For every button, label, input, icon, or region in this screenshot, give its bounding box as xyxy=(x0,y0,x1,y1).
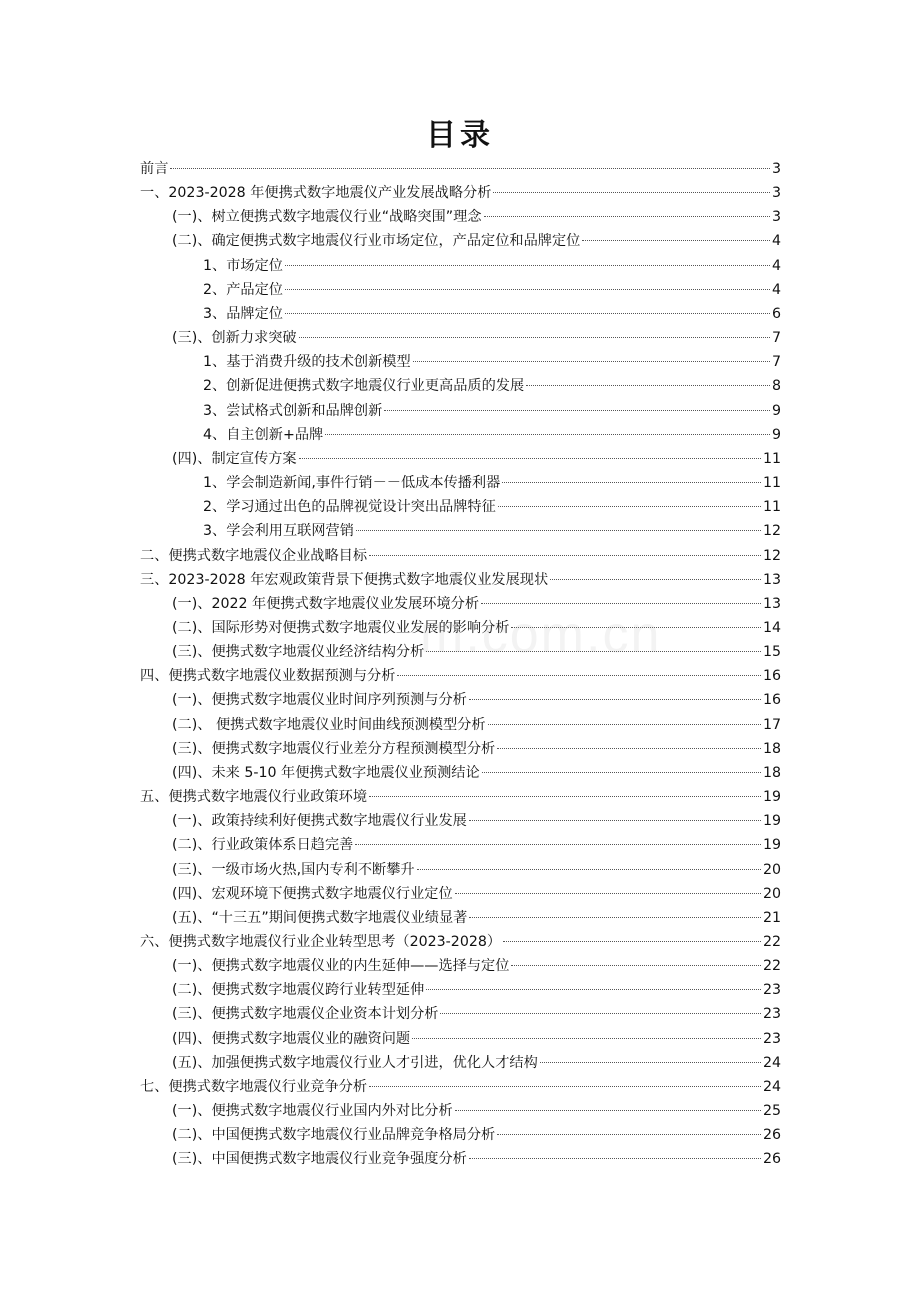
toc-entry-text: (四)、制定宣传方案 xyxy=(172,450,297,467)
toc-page-number: 15 xyxy=(762,644,781,661)
toc-entry[interactable] xyxy=(140,664,781,688)
toc-entry-text: (一)、便携式数字地震仪业时间序列预测与分析 xyxy=(172,692,467,709)
toc-page-number: 12 xyxy=(762,547,781,564)
toc-entry[interactable] xyxy=(140,1123,781,1147)
toc-page-number: 12 xyxy=(762,523,781,540)
toc-dot-leader xyxy=(469,1157,761,1159)
toc-entry-text: (二)、行业政策体系日趋完善 xyxy=(172,837,354,854)
toc-page-number: 18 xyxy=(762,740,781,757)
toc-dot-leader xyxy=(503,940,761,942)
toc-dot-leader xyxy=(540,1061,761,1063)
toc-dot-leader xyxy=(469,819,761,821)
toc-dot-leader xyxy=(299,457,761,459)
toc-dot-leader xyxy=(488,723,761,725)
toc-entry-text: 前言 xyxy=(140,161,169,177)
toc-entry[interactable] xyxy=(140,906,781,930)
toc-page-number: 22 xyxy=(762,934,781,950)
toc-dot-leader xyxy=(455,1109,761,1111)
toc-entry-text: (一)、树立便携式数字地震仪行业“战略突围”理念 xyxy=(172,209,482,226)
toc-entry[interactable] xyxy=(140,471,781,495)
toc-dot-leader xyxy=(493,191,770,193)
toc-entry[interactable] xyxy=(140,978,781,1002)
toc-entry[interactable] xyxy=(140,688,781,712)
toc-page-number: 8 xyxy=(771,378,781,395)
toc-page-number: 23 xyxy=(762,982,781,999)
toc-dot-leader xyxy=(498,505,761,507)
toc-page-number: 13 xyxy=(762,595,781,612)
toc-entry[interactable] xyxy=(140,447,781,471)
toc-entry-text: 2、学习通过出色的品牌视觉设计突出品牌特征 xyxy=(203,499,496,516)
toc-page-number: 23 xyxy=(762,1006,781,1023)
toc-page-number: 4 xyxy=(771,257,781,274)
toc-dot-leader xyxy=(526,384,770,386)
toc-entry-text: (三)、创新力求突破 xyxy=(172,330,297,347)
toc-entry[interactable] xyxy=(140,181,781,205)
toc-page-number: 24 xyxy=(762,1054,781,1071)
toc-dot-leader xyxy=(397,674,761,676)
toc-dot-leader xyxy=(384,409,770,411)
toc-dot-leader xyxy=(482,771,761,773)
watermark: m.com.cn xyxy=(420,606,662,664)
toc-page-number: 13 xyxy=(762,571,781,588)
toc-entry-text: 2、产品定位 xyxy=(203,281,283,298)
toc-page-number: 16 xyxy=(762,668,781,685)
toc-page-number: 4 xyxy=(771,281,781,298)
toc-dot-leader xyxy=(413,360,770,362)
toc-entry[interactable] xyxy=(140,882,781,906)
toc-entry-text: 3、品牌定位 xyxy=(203,305,283,322)
toc-entry-text: 1、基于消费升级的技术创新模型 xyxy=(203,354,411,371)
toc-entry[interactable] xyxy=(140,544,781,568)
toc-page-number: 14 xyxy=(762,619,781,636)
toc-entry[interactable] xyxy=(140,930,781,954)
toc-entry[interactable] xyxy=(140,1099,781,1123)
toc-entry-text: 三、2023-2028 年宏观政策背景下便携式数字地震仪业发展现状 xyxy=(140,571,549,588)
toc-title: 目录 xyxy=(426,118,494,153)
toc-dot-leader xyxy=(369,554,761,556)
toc-page-number: 23 xyxy=(762,1030,781,1047)
toc-entry[interactable] xyxy=(140,229,781,253)
toc-entry[interactable] xyxy=(140,568,781,592)
toc-entry-text: (三)、便携式数字地震仪业经济结构分析 xyxy=(172,644,425,661)
toc-dot-leader xyxy=(170,167,770,169)
toc-entry[interactable] xyxy=(140,254,781,278)
toc-entry[interactable] xyxy=(140,157,781,181)
toc-dot-leader xyxy=(502,481,761,483)
toc-dot-leader xyxy=(469,916,761,918)
toc-dot-leader xyxy=(497,1133,761,1135)
toc-entry-text: 五、便携式数字地震仪行业政策环境 xyxy=(140,789,368,806)
toc-entry-text: (二)、 便携式数字地震仪业时间曲线预测模型分析 xyxy=(172,716,486,733)
toc-dot-leader xyxy=(285,264,770,266)
toc-dot-leader xyxy=(285,288,770,290)
toc-page-number: 19 xyxy=(762,813,781,830)
toc-entry[interactable] xyxy=(140,1051,781,1075)
toc-entry[interactable] xyxy=(140,1075,781,1099)
toc-page-number: 22 xyxy=(762,958,781,975)
toc-entry[interactable] xyxy=(140,423,781,447)
toc-dot-leader xyxy=(511,626,761,628)
toc-entry-text: (五)、“十三五”期间便携式数字地震仪业绩显著 xyxy=(172,909,468,926)
toc-entry[interactable] xyxy=(140,350,781,374)
toc-entry[interactable] xyxy=(140,809,781,833)
toc-page-number: 11 xyxy=(762,499,781,516)
toc-dot-leader xyxy=(511,964,761,966)
toc-entry-text: (二)、中国便携式数字地震仪行业品牌竞争格局分析 xyxy=(172,1127,496,1144)
toc-page-number: 6 xyxy=(771,305,781,322)
toc-page-number: 7 xyxy=(771,330,781,347)
toc-entry-text: 3、尝试格式创新和品牌创新 xyxy=(203,402,383,419)
toc-entry[interactable] xyxy=(140,1027,781,1051)
toc-entry[interactable] xyxy=(140,1002,781,1026)
toc-entry[interactable] xyxy=(140,519,781,543)
toc-dot-leader xyxy=(497,747,761,749)
toc-page-number: 3 xyxy=(771,209,781,226)
toc-page-number: 9 xyxy=(771,426,781,443)
toc-entry-text: (四)、宏观环境下便携式数字地震仪行业定位 xyxy=(172,885,453,902)
toc-entry-text: (二)、国际形势对便携式数字地震仪业发展的影响分析 xyxy=(172,619,510,636)
toc-page-number: 18 xyxy=(762,764,781,781)
toc-entry-text: 一、2023-2028 年便携式数字地震仪产业发展战略分析 xyxy=(140,185,492,202)
toc-entry[interactable] xyxy=(140,205,781,229)
toc-page-number: 11 xyxy=(762,475,781,492)
toc-entry-text: (三)、一级市场火热,国内专利不断攀升 xyxy=(172,861,415,878)
toc-entry[interactable] xyxy=(140,713,781,737)
toc-dot-leader xyxy=(356,529,761,531)
toc-dot-leader xyxy=(412,1037,761,1039)
toc-entry[interactable] xyxy=(140,1147,781,1171)
toc-entry[interactable] xyxy=(140,737,781,761)
toc-entry[interactable] xyxy=(140,326,781,350)
toc-page-number: 9 xyxy=(771,402,781,419)
toc-page-number: 11 xyxy=(762,450,781,467)
toc-page-number: 26 xyxy=(762,1127,781,1144)
toc-entry-text: 1、学会制造新闻,事件行销－－低成本传播利器 xyxy=(203,475,501,492)
toc-entry[interactable] xyxy=(140,858,781,882)
toc-entry[interactable] xyxy=(140,640,781,664)
toc-entry-text: (四)、便携式数字地震仪业的融资问题 xyxy=(172,1030,411,1047)
toc-dot-leader xyxy=(417,868,761,870)
toc-page-number: 25 xyxy=(762,1103,781,1120)
toc-dot-leader xyxy=(550,578,761,580)
toc-entry[interactable] xyxy=(140,278,781,302)
toc-entry-text: 二、便携式数字地震仪企业战略目标 xyxy=(140,547,368,564)
toc-entry[interactable] xyxy=(140,399,781,423)
toc-dot-leader xyxy=(481,602,761,604)
toc-dot-leader xyxy=(426,650,761,652)
toc-entry-text: 2、创新促进便携式数字地震仪行业更高品质的发展 xyxy=(203,378,525,395)
toc-entry[interactable] xyxy=(140,785,781,809)
toc-dot-leader xyxy=(325,433,770,435)
toc-entry-text: (四)、未来 5-10 年便携式数字地震仪业预测结论 xyxy=(172,764,480,781)
toc-entry-text: 四、便携式数字地震仪业数据预测与分析 xyxy=(140,668,396,685)
toc-entry[interactable] xyxy=(140,302,781,326)
toc-entry-text: (二)、便携式数字地震仪跨行业转型延伸 xyxy=(172,982,425,999)
toc-dot-leader xyxy=(369,1085,761,1087)
toc-dot-leader xyxy=(469,698,761,700)
toc-entry-text: (一)、便携式数字地震仪业的内生延伸——选择与定位 xyxy=(172,958,510,975)
toc-dot-leader xyxy=(440,1012,760,1014)
toc-page-number: 19 xyxy=(762,837,781,854)
toc-dot-leader xyxy=(369,795,761,797)
toc-entry-text: (三)、便携式数字地震仪行业差分方程预测模型分析 xyxy=(172,740,496,757)
toc-entry-text: (三)、中国便携式数字地震仪行业竞争强度分析 xyxy=(172,1151,467,1168)
toc-entry[interactable] xyxy=(140,833,781,857)
toc-entry[interactable] xyxy=(140,592,781,616)
toc-entry-text: (一)、政策持续利好便携式数字地震仪行业发展 xyxy=(172,813,467,830)
toc-page-number: 17 xyxy=(762,716,781,733)
toc-dot-leader xyxy=(455,892,761,894)
toc-entry-text: 4、自主创新+品牌 xyxy=(203,426,324,443)
toc-dot-leader xyxy=(426,988,761,990)
toc-entry[interactable] xyxy=(140,616,781,640)
toc-page-number: 7 xyxy=(771,354,781,371)
toc-entry[interactable] xyxy=(140,495,781,519)
toc-page-number: 26 xyxy=(762,1151,781,1168)
toc-page-number: 19 xyxy=(762,789,781,806)
toc-entry-text: 3、学会利用互联网营销 xyxy=(203,523,354,540)
toc-page-number: 3 xyxy=(771,185,781,202)
toc-entry-text: (三)、便携式数字地震仪企业资本计划分析 xyxy=(172,1006,439,1023)
toc-entry-text: 七、便携式数字地震仪行业竞争分析 xyxy=(140,1078,368,1095)
toc-entry-text: (一)、2022 年便携式数字地震仪业发展环境分析 xyxy=(172,595,480,612)
toc-entry-text: (五)、加强便携式数字地震仪行业人才引进，优化人才结构 xyxy=(172,1054,538,1071)
toc-page-number: 4 xyxy=(771,233,781,250)
toc-page-number: 24 xyxy=(762,1078,781,1095)
toc-entry[interactable] xyxy=(140,954,781,978)
toc-dot-leader xyxy=(484,215,770,217)
toc-dot-leader xyxy=(355,843,761,845)
toc-list xyxy=(140,157,781,1172)
toc-dot-leader xyxy=(299,336,770,338)
toc-entry[interactable] xyxy=(140,761,781,785)
toc-entry-text: (一)、便携式数字地震仪行业国内外对比分析 xyxy=(172,1103,453,1120)
toc-page-number: 20 xyxy=(762,861,781,878)
toc-entry[interactable] xyxy=(140,374,781,398)
toc-entry-text: 1、市场定位 xyxy=(203,257,283,274)
toc-dot-leader xyxy=(582,239,770,241)
toc-page-number: 3 xyxy=(771,161,781,177)
toc-entry-text: 六、便携式数字地震仪行业企业转型思考（2023-2028） xyxy=(140,934,502,950)
toc-page-number: 21 xyxy=(762,909,781,926)
toc-entry-text: (二)、确定便携式数字地震仪行业市场定位，产品定位和品牌定位 xyxy=(172,233,581,250)
toc-page-number: 20 xyxy=(762,885,781,902)
toc-dot-leader xyxy=(285,312,770,314)
toc-page-number: 16 xyxy=(762,692,781,709)
